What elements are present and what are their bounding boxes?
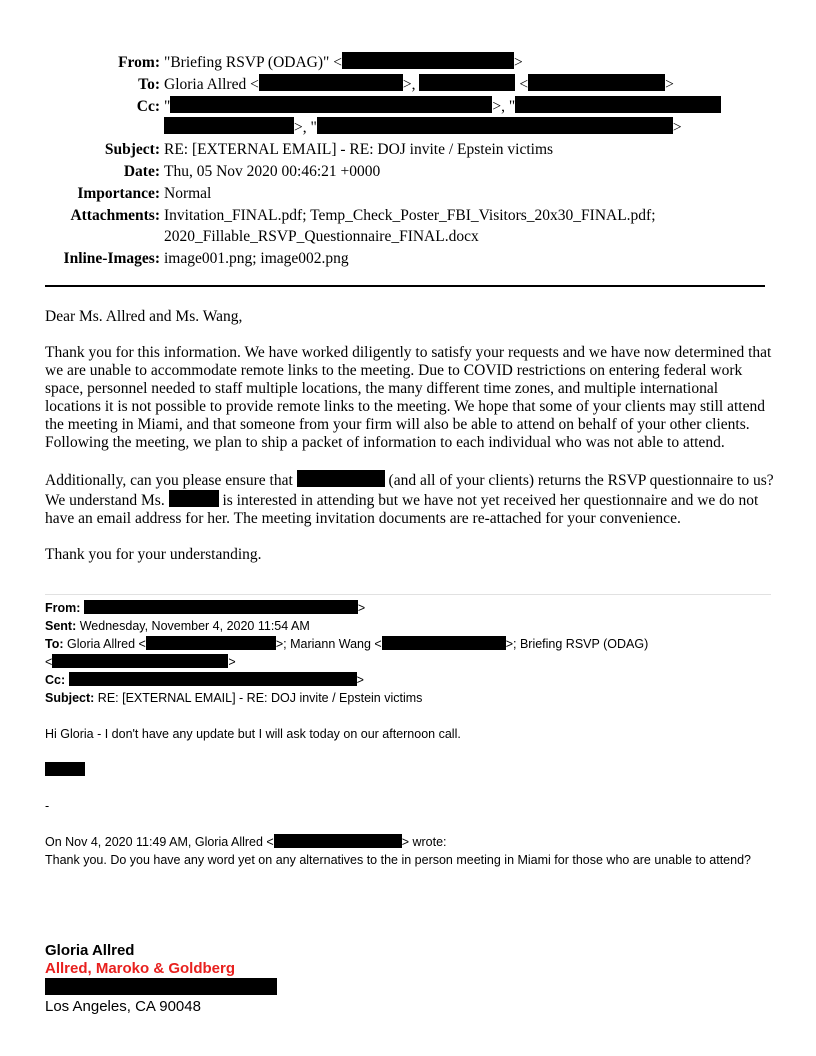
greeting: Dear Ms. Allred and Ms. Wang,: [45, 308, 243, 325]
fwd-sent-value: Wednesday, November 4, 2020 11:54 AM: [79, 619, 310, 633]
header-cc-row: [0, 96, 816, 138]
date-value: Thu, 05 Nov 2020 00:46:21 +0000: [164, 163, 381, 180]
importance-value: Normal: [164, 185, 212, 202]
redaction-block: [146, 636, 276, 650]
header-divider: [45, 285, 765, 287]
email-header: [0, 52, 816, 270]
subject-label: Subject:: [104, 141, 160, 158]
from-value: [164, 52, 816, 73]
inline-images-value: image001.png; image002.png: [164, 250, 349, 267]
header-from-row: [0, 52, 816, 73]
header-importance-row: [0, 183, 816, 204]
redaction-block: [84, 600, 358, 614]
redaction-block: [419, 74, 515, 91]
fwd-from-label: From:: [45, 601, 81, 615]
body-paragraph-1: Thank you for this information. We have worked diligently to satisfy your requests and we have now determined that we are unable to accommodate remote links to the meeting. Due to COVID restrictions on entering federal work space, personnel needed to staff multiple locations, the many different time zones, and multiple international locations it is not possible to provide remote links to the meeting. We hope that some of your clients may still attend the meeting in Miami, and that someone from your firm will also be able to attend on behalf of your other clients. Following the meeting, we plan to ship a packet of information to each individual who was not able to attend.: [45, 344, 772, 451]
header-to-row: [0, 74, 816, 95]
redaction-block: [45, 978, 277, 995]
cc-label: Cc:: [136, 98, 160, 115]
from-close: >: [513, 54, 523, 71]
header-inline-images-row: [0, 248, 816, 269]
para2-text-c: is interested in attending but we have not yet received her questionnaire and we do not have an email address for her. The meeting invitation documents are re-attached for your convenience.: [45, 492, 759, 527]
inline-images-label: Inline-Images:: [63, 250, 160, 267]
redaction-block: [317, 117, 673, 134]
fwd-sent-row: [45, 617, 775, 635]
fwd-to-row-2: [45, 653, 775, 671]
fwd-reply: Hi Gloria - I don't have any update but I will ask today on our afternoon call.: [45, 727, 461, 741]
to-value: [164, 74, 816, 95]
para2-text-a: Additionally, can you please ensure that: [45, 472, 297, 489]
header-date-row: [0, 161, 816, 182]
closing: Thank you for your understanding.: [45, 546, 262, 563]
separator-dash: -: [45, 799, 50, 813]
header-attachments-row: [0, 205, 816, 247]
to-name: Gloria Allred <: [164, 76, 259, 93]
quote-text-a: On Nov 4, 2020 11:49 AM, Gloria Allred <: [45, 835, 274, 849]
fwd-to-text-e: >: [228, 655, 236, 669]
cc-separator: >, ": [294, 119, 317, 136]
email-body: [45, 308, 775, 582]
redaction-block: [164, 117, 294, 134]
header-subject-row: [0, 139, 816, 160]
cc-close: >: [672, 119, 682, 136]
signature-city: Los Angeles, CA 90048: [45, 998, 201, 1015]
fwd-cc-label: Cc:: [45, 673, 66, 687]
fwd-cc-row: [45, 671, 775, 689]
subject-value: RE: [EXTERNAL EMAIL] - RE: DOJ invite / Epstein victims: [164, 141, 554, 158]
fwd-subject-value: RE: [EXTERNAL EMAIL] - RE: DOJ invite / Epstein victims: [97, 691, 423, 705]
fwd-subject-label: Subject:: [45, 691, 95, 705]
redaction-block: [170, 96, 492, 113]
signature-firm: Allred, Maroko & Goldberg: [45, 960, 236, 977]
fwd-sent-label: Sent:: [45, 619, 77, 633]
cc-quote: ": [164, 98, 171, 115]
to-close: >: [665, 76, 674, 93]
redaction-block: [528, 74, 665, 91]
to-open: <: [519, 76, 529, 93]
attachment-line-1: Invitation_FINAL.pdf; Temp_Check_Poster_FBI_Visitors_20x30_FINAL.pdf;: [164, 207, 656, 224]
to-label: To:: [138, 76, 160, 93]
fwd-to-text-d: <: [45, 655, 53, 669]
attachments-value: [164, 205, 816, 247]
redaction-block: [515, 96, 721, 113]
cc-value: [164, 96, 816, 138]
quoted-message: Thank you. Do you have any word yet on any alternatives to the in person meeting in Miami for those who are unable to attend?: [45, 853, 751, 867]
fwd-to-text-a: Gloria Allred <: [67, 637, 146, 651]
signature-address-redacted: [45, 978, 545, 998]
from-label: From:: [118, 54, 160, 71]
quote-text-b: > wrote:: [401, 835, 447, 849]
fwd-to-row: [45, 635, 775, 653]
cc-separator: >, ": [492, 98, 516, 115]
signature-name: Gloria Allred: [45, 942, 135, 959]
to-separator: >,: [402, 76, 416, 93]
forwarded-message: [45, 599, 775, 869]
fwd-to-text-b: >; Mariann Wang <: [275, 637, 382, 651]
fwd-from-close: >: [357, 601, 366, 615]
quote-header: [45, 833, 775, 851]
fwd-to-label: To:: [45, 637, 64, 651]
importance-label: Importance:: [77, 185, 160, 202]
fwd-from-row: [45, 599, 775, 617]
redacted-signature: [45, 761, 775, 779]
attachment-line-2: 2020_Fillable_RSVP_Questionnaire_FINAL.docx: [164, 228, 479, 245]
redaction-block: [297, 470, 385, 487]
redaction-block: [69, 672, 357, 686]
redaction-block: [342, 52, 514, 69]
from-text: "Briefing RSVP (ODAG)" <: [164, 54, 342, 71]
redaction-block: [52, 654, 228, 668]
redaction-block: [259, 74, 403, 91]
date-label: Date:: [123, 163, 160, 180]
para2-text-b: (and all of your clients) returns the RSVP questionnaire to us? We understand Ms.: [45, 472, 774, 509]
redaction-block: [45, 762, 85, 776]
redaction-block: [382, 636, 506, 650]
quoted-divider: [45, 594, 771, 595]
redaction-block: [169, 490, 219, 507]
cc-line-1: [164, 96, 816, 117]
body-paragraph-2: [45, 470, 775, 528]
fwd-to-text-c: >; Briefing RSVP (ODAG): [505, 637, 649, 651]
cc-line-2: [164, 117, 816, 138]
signature-block: [45, 942, 545, 1016]
fwd-cc-close: >: [356, 673, 364, 687]
redaction-block: [274, 834, 402, 848]
fwd-subject-row: [45, 689, 775, 707]
attachments-label: Attachments:: [70, 207, 160, 224]
